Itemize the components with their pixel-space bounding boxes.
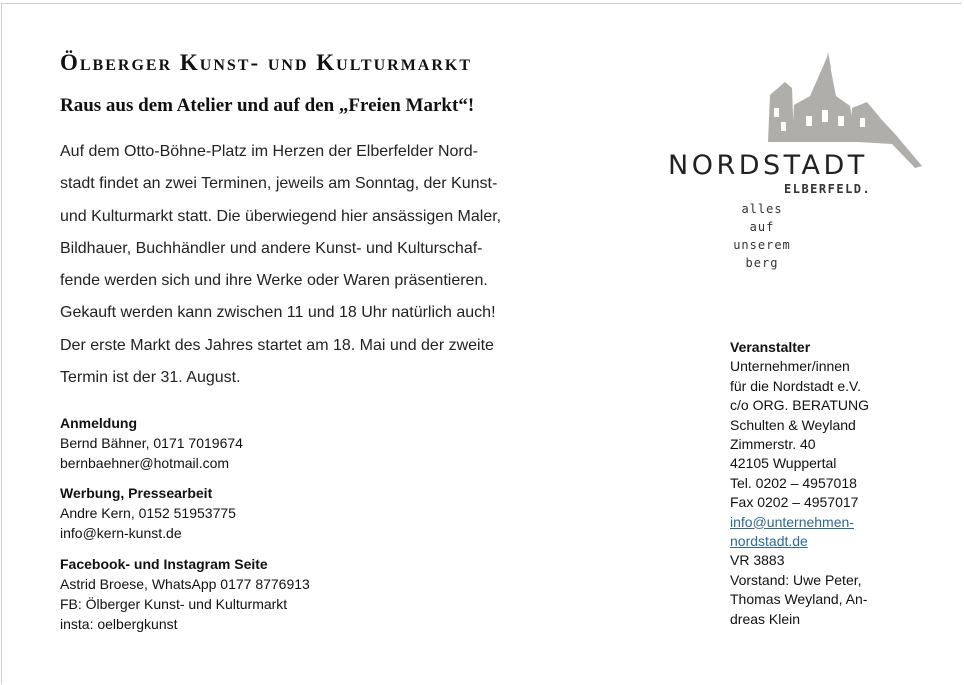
organizer-line: Vorstand: Uwe Peter, [730, 571, 862, 588]
skyline-window [838, 116, 844, 126]
organizer-line: Unternehmer/innen [730, 358, 850, 375]
organizer-block [730, 338, 930, 629]
organizer-line: Fax 0202 – 4957017 [730, 494, 859, 511]
organizer-heading: Veranstalter [730, 339, 811, 355]
skyline-church [792, 55, 856, 142]
nordstadt-logo [660, 50, 930, 275]
intro-line: Termin ist der 31. August. [60, 369, 241, 387]
intro-line: Auf dem Otto-Böhne-Platz im Herzen der Elberfelder Nord- [60, 143, 478, 160]
intro-line: Der erste Markt des Jahres startet am 18. Mai und der zweite [60, 336, 494, 354]
organizer-line: c/o ORG. BERATUNG [730, 397, 869, 414]
organizer-line: Tel. 0202 – 4957018 [730, 474, 857, 491]
contact-heading: Anmeldung [60, 415, 137, 431]
contact-press [60, 483, 400, 543]
contact-line: Andre Kern, 0152 51953775 [60, 505, 236, 521]
logo-tagline-line: berg [745, 256, 779, 270]
organizer-line: 42105 Wuppertal [730, 455, 837, 472]
skyline-window [774, 108, 779, 117]
intro-line: Gekauft werden kann zwischen 11 und 18 Uhr natürlich auch! [60, 304, 496, 322]
organizer-line: Zimmerstr. 40 [730, 436, 816, 453]
skyline-window [860, 118, 865, 127]
skyline-window [822, 110, 828, 122]
contact-email[interactable]: bernbaehner@hotmail.com [60, 455, 230, 471]
contact-line: FB: Ölberger Kunst- und Kulturmarkt [60, 596, 288, 612]
page-subtitle: Raus aus dem Atelier und auf den „Freien Markt“! [60, 95, 475, 116]
contact-line: Astrid Broese, WhatsApp 0177 8776913 [60, 576, 310, 592]
organizer-line: für die Nordstadt e.V. [730, 377, 862, 394]
skyline-window [781, 122, 786, 131]
logo-tagline-line: unserem [733, 238, 791, 252]
skyline-window [806, 116, 812, 126]
organizer-email-link[interactable]: nordstadt.de [730, 533, 808, 550]
logo-tagline-line: auf [749, 220, 775, 234]
logo-tagline-line: alles [741, 202, 783, 216]
contact-heading: Werbung, Pressearbeit [60, 485, 213, 501]
intro-line: fende werden sich und ihre Werke oder Waren präsentieren. [60, 272, 488, 290]
organizer-email-link[interactable]: info@unternehmen- [730, 513, 854, 530]
moon-icon [855, 62, 871, 77]
skyline-house-left [768, 82, 794, 142]
organizer-line: dreas Klein [730, 610, 801, 627]
logo-subtitle: ELBERFELD. [784, 182, 872, 196]
contact-email[interactable]: info@kern-kunst.de [60, 525, 182, 541]
intro-line: stadt findet an zwei Terminen, jeweils am Sonntag, der Kunst- [60, 175, 498, 193]
contact-registration [60, 413, 400, 473]
contact-line: Bernd Bähner, 0171 7019674 [60, 435, 243, 451]
contact-line: insta: oelbergkunst [60, 616, 178, 632]
intro-line: Bildhauer, Buchhändler und andere Kunst- und Kulturschaf- [60, 239, 483, 257]
organizer-line: Schulten & Weyland [730, 416, 856, 433]
intro-paragraph [60, 136, 620, 394]
contact-heading: Facebook- und Instagram Seite [60, 556, 268, 572]
logo-name: NORDSTADT [668, 150, 868, 181]
contact-social [60, 554, 400, 634]
organizer-line: VR 3883 [730, 552, 785, 569]
page-title: Ölberger Kunst- und Kulturmarkt [60, 50, 473, 75]
intro-line: und Kulturmarkt statt. Die überwiegend hier ansässigen Maler, [60, 207, 502, 225]
organizer-line: Thomas Weyland, An- [730, 591, 868, 608]
